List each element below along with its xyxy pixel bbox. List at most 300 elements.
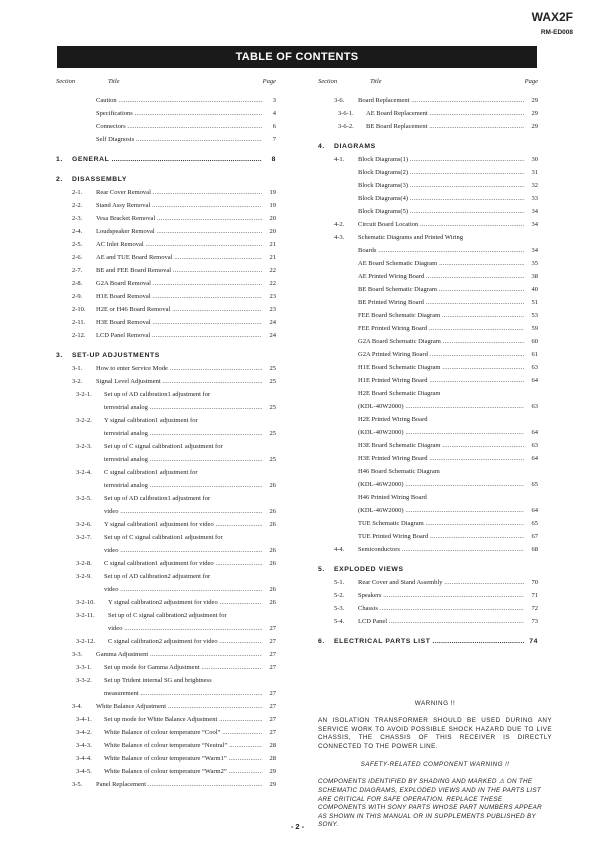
toc-section-number: 2-6. <box>72 254 83 261</box>
toc-entry-title: Vesa Bracket Removal ..... <box>96 212 262 225</box>
toc-entry-title: TUE Schematic Diagram ..... <box>358 517 524 530</box>
toc-row[interactable] <box>56 225 276 238</box>
toc-row[interactable] <box>56 453 276 466</box>
toc-row[interactable] <box>318 615 538 628</box>
toc-section-number: 3-4-5. <box>76 768 92 775</box>
toc-section-number: 2-7. <box>72 267 83 274</box>
toc-row[interactable] <box>56 466 276 479</box>
toc-entry-title: DISASSEMBLY <box>72 176 128 183</box>
toc-row[interactable] <box>318 166 538 179</box>
toc-page-number: 65 <box>531 481 538 488</box>
toc-page-number: 3 <box>272 97 276 104</box>
toc-entry-title: Schematic Diagrams and Printed Wiring <box>358 234 464 241</box>
toc-entry-title: BE and FEE Board Removal ..... <box>96 264 262 277</box>
toc-entry-title: Boards ..... <box>358 244 524 257</box>
toc-page-number: 25 <box>269 456 276 463</box>
toc-page-number: 26 <box>269 508 276 515</box>
toc-row[interactable] <box>318 192 538 205</box>
toc-page-number: 27 <box>269 664 276 671</box>
toc-entry-title: H1E Printed Wiring Board ..... <box>358 374 524 387</box>
toc-section-number: 3-2-11. <box>76 612 95 619</box>
toc-row[interactable] <box>56 661 276 674</box>
toc-row[interactable] <box>318 361 538 374</box>
toc-entry-title: H2E Printed Wiring Board <box>358 416 428 423</box>
toc-row[interactable] <box>318 270 538 283</box>
toc-row[interactable] <box>318 589 538 602</box>
toc-left-list <box>56 94 276 791</box>
toc-row[interactable] <box>318 543 538 556</box>
toc-entry-title: Set up of AD calibration1 adjustment for <box>104 391 211 398</box>
toc-page-number: 29 <box>531 123 538 130</box>
toc-page-number: 24 <box>269 319 276 326</box>
toc-page-number: 70 <box>531 579 538 586</box>
toc-entry-title: AE Board Schematic Diagram ..... <box>358 257 524 270</box>
toc-row[interactable] <box>56 648 276 661</box>
toc-entry-title: H3E Printed Wiring Board ..... <box>358 452 524 465</box>
toc-row[interactable] <box>56 687 276 700</box>
toc-row[interactable] <box>56 557 276 570</box>
toc-section-number: 3-2-12. <box>76 638 95 645</box>
toc-entry-title: BE Printed Wiring Board ..... <box>358 296 524 309</box>
toc-entry-title: Set up mode for White Balance Adjustment ..... <box>104 713 262 726</box>
toc-row[interactable] <box>318 491 538 504</box>
toc-entry-title: H3E Board Schematic Diagram ..... <box>358 439 524 452</box>
toc-row[interactable] <box>56 277 276 290</box>
toc-entry-title: Loudspeaker Removal ..... <box>96 225 262 238</box>
toc-row[interactable] <box>318 387 538 400</box>
toc-entry-title: Semiconductors ..... <box>358 543 524 556</box>
toc-row[interactable] <box>318 426 538 439</box>
toc-page-number: 59 <box>531 325 538 332</box>
toc-page-number: 72 <box>531 605 538 612</box>
toc-entry-title: terrestrial analog ..... <box>104 401 262 414</box>
toc-section-number: 3-4-1. <box>76 716 92 723</box>
toc-entry-title: Y signal calibration1 adjustment for video ..... <box>104 518 262 531</box>
toc-entry-title: Set up of AD calibration1 adjustment for <box>104 495 211 502</box>
toc-entry-title: Panel Replacement ..... <box>96 778 262 791</box>
toc-section-number: 4-3. <box>334 234 345 241</box>
toc-row[interactable] <box>318 94 538 107</box>
toc-row[interactable] <box>318 602 538 615</box>
toc-page-number: 63 <box>531 403 538 410</box>
toc-section-number: 2-9. <box>72 293 83 300</box>
toc-entry-title: (KDL-46W2000) ..... <box>358 478 524 491</box>
toc-row[interactable] <box>56 251 276 264</box>
toc-entry-title: Gamma Adjustment ..... <box>96 648 262 661</box>
toc-page-number: 51 <box>531 299 538 306</box>
toc-row[interactable] <box>56 674 276 687</box>
toc-entry-title: G2A Board Schematic Diagram ..... <box>358 335 524 348</box>
toc-section-number: 3-2. <box>72 378 83 385</box>
toc-entry-title: White Balance of colour temperature “Warm1” ..... <box>104 752 262 765</box>
toc-section-number: 1. <box>56 156 63 163</box>
toc-entry-title: DIAGRAMS <box>334 143 376 150</box>
toc-page-number: 74 <box>529 638 538 645</box>
toc-row[interactable] <box>318 348 538 361</box>
toc-row[interactable] <box>318 400 538 413</box>
toc-page-number: 33 <box>531 195 538 202</box>
toc-section-number: 5. <box>318 566 325 573</box>
toc-entry-title: H1E Board Schematic Diagram ..... <box>358 361 524 374</box>
toc-page-number: 25 <box>269 365 276 372</box>
toc-row[interactable] <box>56 362 276 375</box>
toc-section-number: 2-5. <box>72 241 83 248</box>
toc-page-number: 29 <box>531 97 538 104</box>
toc-entry-title: H2E or H46 Board Removal ..... <box>96 303 262 316</box>
toc-page-number: 64 <box>531 429 538 436</box>
toc-row[interactable] <box>318 439 538 452</box>
toc-entry-title: (KDL-40W2000) ..... <box>358 426 524 439</box>
toc-entry-title: Block Diagrams(1) ..... <box>358 153 524 166</box>
toc-page-number: 26 <box>269 560 276 567</box>
toc-row[interactable] <box>318 283 538 296</box>
toc-row[interactable] <box>56 479 276 492</box>
toc-section-number: 2-1. <box>72 189 83 196</box>
toc-row[interactable] <box>318 504 538 517</box>
toc-row[interactable] <box>56 739 276 752</box>
toc-section-number: 4-2. <box>334 221 345 228</box>
toc-row[interactable] <box>56 440 276 453</box>
toc-entry-title: Block Diagrams(5) ..... <box>358 205 524 218</box>
toc-row[interactable] <box>56 212 276 225</box>
toc-row[interactable] <box>318 296 538 309</box>
toc-row[interactable] <box>56 401 276 414</box>
toc-page-number: 60 <box>531 338 538 345</box>
toc-page-number: 27 <box>269 716 276 723</box>
toc-entry-title: terrestrial analog ..... <box>104 479 262 492</box>
toc-entry-title: Specifications ..... <box>96 107 262 120</box>
toc-row[interactable] <box>56 583 276 596</box>
toc-section-number: 4. <box>318 143 325 150</box>
document-code: RM-ED008 <box>540 29 573 36</box>
toc-section-number: 3-2-1. <box>76 391 92 398</box>
toc-row[interactable] <box>56 505 276 518</box>
toc-page-number: 26 <box>269 547 276 554</box>
toc-row[interactable] <box>56 303 276 316</box>
toc-page-number: 28 <box>269 755 276 762</box>
toc-entry-title: AE Board Replacement ..... <box>366 107 524 120</box>
column-header <box>56 78 276 90</box>
toc-row[interactable] <box>318 244 538 257</box>
toc-row[interactable] <box>56 427 276 440</box>
toc-page-number: 34 <box>531 221 538 228</box>
toc-row[interactable] <box>318 374 538 387</box>
toc-page-number: 23 <box>269 306 276 313</box>
toc-entry-title: video ..... <box>104 583 262 596</box>
toc-section-row[interactable] <box>318 563 538 576</box>
toc-entry-title: measurement ..... <box>104 687 262 700</box>
toc-page-number: 29 <box>531 110 538 117</box>
toc-page-number: 6 <box>272 123 276 130</box>
toc-section-number: 3-2-2. <box>76 417 92 424</box>
toc-row[interactable] <box>56 713 276 726</box>
toc-row[interactable] <box>56 133 276 146</box>
toc-page-number: 26 <box>269 599 276 606</box>
toc-section-number: 5-1. <box>334 579 345 586</box>
toc-row[interactable] <box>56 726 276 739</box>
toc-page-number: 63 <box>531 364 538 371</box>
toc-row[interactable] <box>56 388 276 401</box>
toc-page-number: 32 <box>531 182 538 189</box>
toc-row[interactable] <box>56 414 276 427</box>
toc-entry-title: Speakers ..... <box>358 589 524 602</box>
toc-entry-title: How to enter Service Mode ..... <box>96 362 262 375</box>
toc-page-number: 27 <box>269 690 276 697</box>
page-heading: Page <box>524 78 538 85</box>
toc-page-number: 67 <box>531 533 538 540</box>
toc-entry-title: LCD Panel ..... <box>358 615 524 628</box>
toc-section-number: 3-2-10. <box>76 599 95 606</box>
safety-warning-title: SAFETY-RELATED COMPONENT WARNING !! <box>360 761 510 769</box>
toc-entry-title: terrestrial analog ..... <box>104 427 262 440</box>
toc-page-number: 64 <box>531 455 538 462</box>
toc-page-number: 26 <box>269 586 276 593</box>
toc-right-column <box>318 78 538 648</box>
toc-section-number: 3-2-7. <box>76 534 92 541</box>
toc-page-number: 26 <box>269 521 276 528</box>
toc-entry-title: AC Inlet Removal ..... <box>96 238 262 251</box>
toc-entry-title: G2A Printed Wiring Board ..... <box>358 348 524 361</box>
toc-row[interactable] <box>318 530 538 543</box>
toc-entry-title: H46 Printed Wiring Board <box>358 494 427 501</box>
toc-section-number: 2. <box>56 176 63 183</box>
title-heading: Title <box>370 78 382 85</box>
toc-section-row[interactable] <box>56 173 276 186</box>
toc-entry-title: AE and TUE Board Removal ..... <box>96 251 262 264</box>
page-heading: Page <box>262 78 276 85</box>
toc-page-number: 4 <box>272 110 276 117</box>
section-spacer <box>318 556 538 563</box>
toc-page-number: 25 <box>269 430 276 437</box>
toc-row[interactable] <box>56 570 276 583</box>
toc-page-number: 40 <box>531 286 538 293</box>
toc-row[interactable] <box>56 120 276 133</box>
toc-entry-title: White Balance of colour temperature “Warm2” ..... <box>104 765 262 778</box>
section-heading: Section <box>318 78 338 85</box>
toc-row[interactable] <box>56 518 276 531</box>
toc-row[interactable] <box>318 218 538 231</box>
toc-row[interactable] <box>56 375 276 388</box>
toc-page-number: 7 <box>272 136 276 143</box>
toc-row[interactable] <box>56 316 276 329</box>
toc-row[interactable] <box>318 465 538 478</box>
toc-section-number: 2-11. <box>72 319 86 326</box>
toc-page-number: 29 <box>269 768 276 775</box>
toc-row[interactable] <box>318 335 538 348</box>
toc-entry-title: FEE Printed Wiring Board ..... <box>358 322 524 335</box>
toc-section-number: 3-2-8. <box>76 560 92 567</box>
toc-entry-title: TUE Printed Wiring Board ..... <box>358 530 524 543</box>
toc-entry-title: Set up of AD calibration2 adjustment for <box>104 573 211 580</box>
toc-row[interactable] <box>56 238 276 251</box>
toc-entry-title: Stand Assy Removal ..... <box>96 199 262 212</box>
toc-entry-title: Set up of C signal calibration1 adjustment for <box>104 443 223 450</box>
warning-title: WARNING !! <box>414 700 456 707</box>
toc-entry-title: G2A Board Removal ..... <box>96 277 262 290</box>
toc-page-number: 65 <box>531 520 538 527</box>
toc-row[interactable] <box>318 309 538 322</box>
toc-row[interactable] <box>318 413 538 426</box>
toc-entry-title: SET-UP ADJUSTMENTS <box>72 352 160 359</box>
toc-row[interactable] <box>318 120 538 133</box>
toc-row[interactable] <box>56 199 276 212</box>
toc-row[interactable] <box>56 622 276 635</box>
toc-section-row[interactable] <box>318 635 538 648</box>
toc-row[interactable] <box>56 107 276 120</box>
toc-section-number: 3-5. <box>72 781 83 788</box>
toc-section-row[interactable] <box>56 153 276 166</box>
section-heading: Section <box>56 78 76 85</box>
toc-entry-title: Y signal calibration2 adjustment for video ..... <box>108 596 262 609</box>
section-spacer <box>56 146 276 153</box>
toc-entry-title: Set up of C signal calibration2 adjustment for <box>108 612 227 619</box>
toc-row[interactable] <box>318 179 538 192</box>
toc-section-number: 4-4. <box>334 546 345 553</box>
toc-page-number: 53 <box>531 312 538 319</box>
toc-section-number: 3-3-2. <box>76 677 92 684</box>
toc-page-number: 29 <box>269 781 276 788</box>
toc-page-number: 8 <box>271 156 276 163</box>
toc-page-number: 64 <box>531 377 538 384</box>
toc-section-number: 3-1. <box>72 365 83 372</box>
toc-section-number: 5-3. <box>334 605 345 612</box>
section-spacer <box>56 166 276 173</box>
toc-row[interactable] <box>56 778 276 791</box>
title-heading: Title <box>108 78 120 85</box>
toc-page-number: 25 <box>269 404 276 411</box>
toc-page-number: 27 <box>269 703 276 710</box>
safety-warning-text: COMPONENTS IDENTIFIED BY SHADING AND MARKED ⚠ ON THE SCHEMATIC DIAGRAMS, EXPLODED VIEWS AND IN THE PARTS LIST ARE CRITICAL FOR SAFE OPERATION. REPLACE THESE COMPONENTS WITH SONY PARTS WHOSE PART NUMBERS APPEAR AS SHOWN IN THIS MANUAL OR IN SUPPLEMENTS PUBLISHED BY SONY. <box>318 778 543 829</box>
toc-row[interactable] <box>56 329 276 342</box>
toc-entry-title: Chassis ..... <box>358 602 524 615</box>
section-spacer <box>318 133 538 140</box>
section-spacer <box>318 628 538 635</box>
toc-entry-title: Block Diagrams(2) ..... <box>358 166 524 179</box>
toc-row[interactable] <box>318 257 538 270</box>
toc-entry-title: video ..... <box>108 622 262 635</box>
toc-section-number: 3-4-2. <box>76 729 92 736</box>
toc-row[interactable] <box>318 517 538 530</box>
toc-page-number: 27 <box>269 729 276 736</box>
toc-page-number: 35 <box>531 260 538 267</box>
toc-row[interactable] <box>318 153 538 166</box>
model-header: WAX2F <box>531 10 573 24</box>
toc-row[interactable] <box>56 635 276 648</box>
toc-left-column <box>56 78 276 791</box>
toc-entry-title: Block Diagrams(4) ..... <box>358 192 524 205</box>
toc-section-number: 2-10. <box>72 306 86 313</box>
toc-page-number: 34 <box>531 247 538 254</box>
toc-page-number: 19 <box>269 202 276 209</box>
toc-entry-title: Circuit Board Location ..... <box>358 218 524 231</box>
toc-entry-title: EXPLODED VIEWS <box>334 566 404 573</box>
toc-entry-title: H46 Board Schematic Diagram <box>358 468 440 475</box>
toc-entry-title: C signal calibration2 adjustment for video ..... <box>108 635 262 648</box>
toc-page-number: 19 <box>269 189 276 196</box>
toc-row[interactable] <box>56 186 276 199</box>
toc-page-number: 31 <box>531 169 538 176</box>
toc-section-number: 3-2-5. <box>76 495 92 502</box>
toc-section-number: 3-2-9. <box>76 573 92 580</box>
toc-section-number: 3-6-2. <box>338 123 354 130</box>
toc-title-bar: TABLE OF CONTENTS <box>57 46 537 68</box>
toc-row[interactable] <box>318 576 538 589</box>
toc-page-number: 63 <box>531 442 538 449</box>
toc-section-number: 5-2. <box>334 592 345 599</box>
toc-right-list <box>318 94 538 648</box>
toc-entry-title: Set up Trident internal SG and brightness <box>104 677 212 684</box>
toc-entry-title: Set up of C signal calibration1 adjustment for <box>104 534 223 541</box>
toc-entry-title: Caution ..... <box>96 94 262 107</box>
toc-page-number: 28 <box>269 742 276 749</box>
toc-page-number: 21 <box>269 241 276 248</box>
toc-entry-title: C signal calibration1 adjustment for <box>104 469 198 476</box>
toc-section-row[interactable] <box>56 349 276 362</box>
toc-page-number: 61 <box>531 351 538 358</box>
toc-page-number: 21 <box>269 254 276 261</box>
toc-row[interactable] <box>318 205 538 218</box>
toc-row[interactable] <box>56 596 276 609</box>
toc-section-number: 6. <box>318 638 325 645</box>
toc-row[interactable] <box>318 107 538 120</box>
toc-entry-title: Signal Level Adjustment ..... <box>96 375 262 388</box>
toc-entry-title: AE Printed Wiring Board ..... <box>358 270 524 283</box>
toc-row[interactable] <box>56 700 276 713</box>
section-spacer <box>56 342 276 349</box>
toc-row[interactable] <box>56 544 276 557</box>
toc-row[interactable] <box>56 609 276 622</box>
toc-row[interactable] <box>318 231 538 244</box>
toc-entry-title: (KDL-40W2000) ..... <box>358 400 524 413</box>
toc-entry-title: ELECTRICAL PARTS LIST ..... <box>334 635 524 648</box>
toc-entry-title: Rear Cover Removal ..... <box>96 186 262 199</box>
toc-row[interactable] <box>56 290 276 303</box>
toc-page-number: 71 <box>531 592 538 599</box>
toc-row[interactable] <box>56 752 276 765</box>
toc-entry-title: Block Diagrams(3) ..... <box>358 179 524 192</box>
toc-row[interactable] <box>318 478 538 491</box>
column-header <box>318 78 538 90</box>
toc-entry-title: H1E Board Removal ..... <box>96 290 262 303</box>
toc-page-number: 27 <box>269 651 276 658</box>
toc-row[interactable] <box>56 94 276 107</box>
toc-page-number: 20 <box>269 228 276 235</box>
toc-row[interactable] <box>56 531 276 544</box>
toc-row[interactable] <box>56 264 276 277</box>
toc-page-number: 24 <box>269 332 276 339</box>
toc-entry-title: H2E Board Schematic Diagram <box>358 390 441 397</box>
toc-page-number: 30 <box>531 156 538 163</box>
toc-section-number: 3-3-1. <box>76 664 92 671</box>
toc-section-number: 2-8. <box>72 280 83 287</box>
toc-row[interactable] <box>56 765 276 778</box>
toc-row[interactable] <box>56 492 276 505</box>
toc-section-number: 3-4. <box>72 703 83 710</box>
toc-entry-title: Y signal calibration1 adjustment for <box>104 417 198 424</box>
toc-entry-title: Rear Cover and Stand Assembly ..... <box>358 576 524 589</box>
toc-section-row[interactable] <box>318 140 538 153</box>
page-number: - 2 - <box>290 822 305 831</box>
toc-entry-title: video ..... <box>104 505 262 518</box>
toc-row[interactable] <box>318 322 538 335</box>
toc-entry-title: Self Diagnosis ..... <box>96 133 262 146</box>
toc-row[interactable] <box>318 452 538 465</box>
toc-page-number: 20 <box>269 215 276 222</box>
toc-entry-title: White Balance Adjustment ..... <box>96 700 262 713</box>
toc-entry-title: LCD Panel Removal ..... <box>96 329 262 342</box>
warning-text: AN ISOLATION TRANSFORMER SHOULD BE USED DURING ANY SERVICE WORK TO AVOID POSSIBLE SHOCK HAZARD DUE TO LIVE CHASSIS, THE CHASSIS OF THIS RECEIVER IS DIRECTLY CONNECTED TO THE POWER LINE. <box>318 717 552 750</box>
toc-section-number: 3-3. <box>72 651 83 658</box>
